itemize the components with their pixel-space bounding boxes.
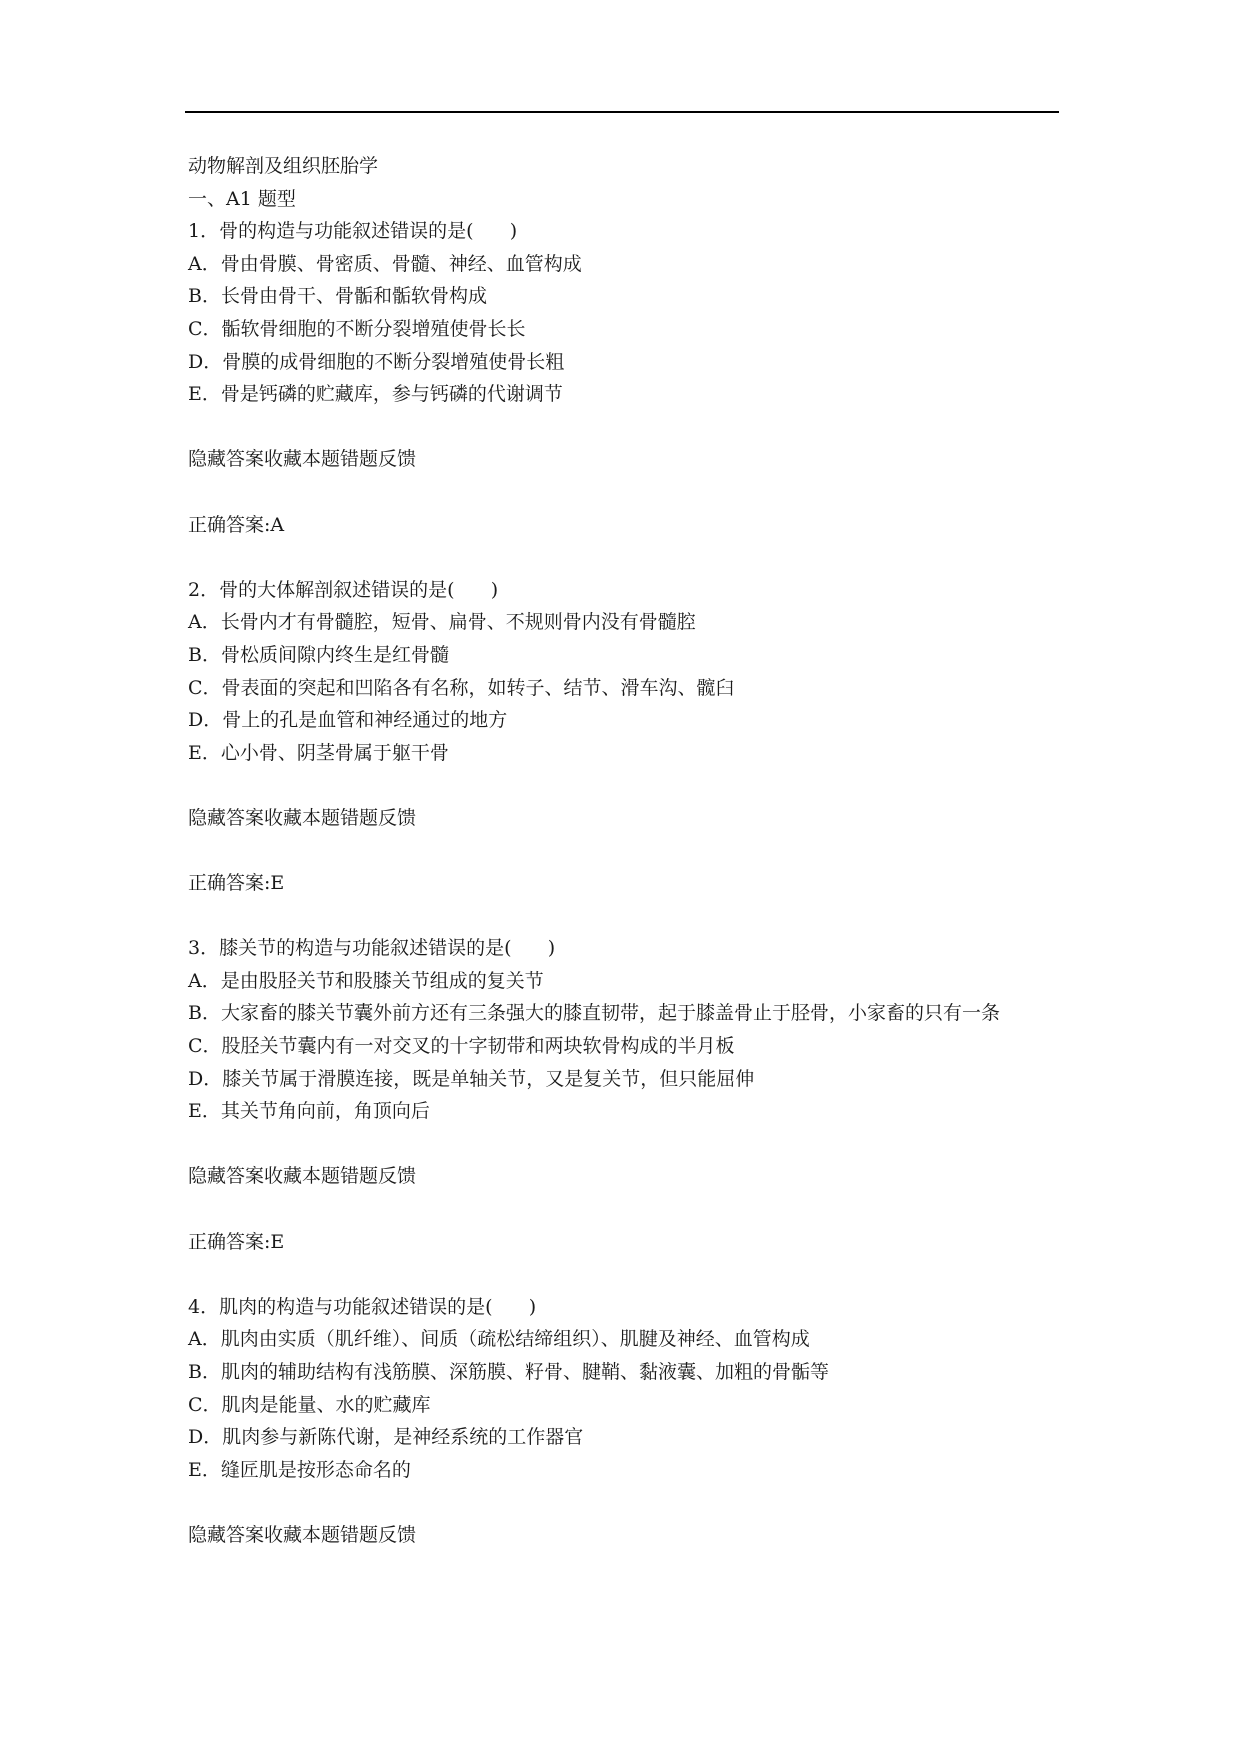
question-stem: 2．骨的大体解剖叙述错误的是( )	[188, 578, 499, 601]
spacer	[188, 769, 1058, 802]
spacer	[188, 476, 1058, 509]
question-actions: 隐藏答案收藏本题错题反馈	[188, 806, 417, 829]
question-actions: 隐藏答案收藏本题错题反馈	[188, 1523, 417, 1546]
spacer	[188, 541, 1058, 574]
option-d: D．膝关节属于滑膜连接，既是单轴关节，又是复关节，但只能屈伸	[188, 1067, 755, 1090]
option-d: D．肌肉参与新陈代谢，是神经系统的工作器官	[188, 1426, 584, 1449]
question-1	[188, 215, 1058, 574]
question-2	[188, 574, 1058, 933]
option-list	[188, 1323, 1058, 1486]
option-d: D．骨上的孔是血管和神经通过的地方	[188, 709, 508, 732]
correct-answer: 正确答案:E	[188, 872, 285, 895]
correct-answer: 正确答案:E	[188, 1230, 285, 1253]
option-e: E．骨是钙磷的贮藏库，参与钙磷的代谢调节	[188, 383, 563, 406]
section-heading: 一、A1 题型	[188, 187, 296, 210]
option-b: B．骨松质间隙内终生是红骨髓	[188, 643, 449, 666]
spacer	[188, 1193, 1058, 1226]
document-title: 动物解剖及组织胚胎学	[188, 155, 379, 177]
spacer	[188, 411, 1058, 444]
document-body	[188, 150, 1058, 1552]
question-stem: 4．肌肉的构造与功能叙述错误的是( )	[188, 1295, 537, 1318]
option-e: E．心小骨、阴茎骨属于躯干骨	[188, 741, 449, 764]
question-4	[188, 1291, 1058, 1552]
option-c: C．肌肉是能量、水的贮藏库	[188, 1393, 431, 1416]
option-b: B．肌肉的辅助结构有浅筋膜、深筋膜、籽骨、腱鞘、黏液囊、加粗的骨骺等	[188, 1360, 829, 1383]
spacer	[188, 1486, 1058, 1519]
header-rule	[185, 111, 1059, 113]
option-a: A．是由股胫关节和股膝关节组成的复关节	[188, 969, 544, 992]
option-list	[188, 965, 1058, 1128]
spacer	[188, 1128, 1058, 1161]
option-list	[188, 606, 1058, 769]
option-a: A．骨由骨膜、骨密质、骨髓、神经、血管构成	[188, 252, 582, 275]
question-3	[188, 932, 1058, 1291]
spacer	[188, 834, 1058, 867]
option-b: B．大家畜的膝关节囊外前方还有三条强大的膝直韧带，起于膝盖骨止于胫骨，小家畜的只有一条	[188, 1002, 1000, 1025]
question-actions: 隐藏答案收藏本题错题反馈	[188, 1165, 417, 1188]
spacer	[188, 1258, 1058, 1291]
option-e: E．缝匠肌是按形态命名的	[188, 1458, 411, 1481]
correct-answer: 正确答案:A	[188, 513, 285, 536]
option-e: E．其关节角向前，角顶向后	[188, 1100, 430, 1123]
option-list	[188, 248, 1058, 411]
question-stem: 1．骨的构造与功能叙述错误的是( )	[188, 220, 518, 243]
option-c: C．骨表面的突起和凹陷各有名称，如转子、结节、滑车沟、髋臼	[188, 676, 735, 699]
option-c: C．股胫关节囊内有一对交叉的十字韧带和两块软骨构成的半月板	[188, 1035, 735, 1058]
question-actions: 隐藏答案收藏本题错题反馈	[188, 448, 417, 471]
spacer	[188, 900, 1058, 933]
option-d: D．骨膜的成骨细胞的不断分裂增殖使骨长粗	[188, 350, 565, 373]
option-a: A．肌肉由实质（肌纤维）、间质（疏松结缔组织）、肌腱及神经、血管构成	[188, 1328, 810, 1351]
question-stem: 3．膝关节的构造与功能叙述错误的是( )	[188, 937, 556, 960]
option-a: A．长骨内才有骨髓腔，短骨、扁骨、不规则骨内没有骨髓腔	[188, 611, 696, 634]
option-b: B．长骨由骨干、骨骺和骺软骨构成	[188, 285, 487, 308]
option-c: C．骺软骨细胞的不断分裂增殖使骨长长	[188, 317, 526, 340]
